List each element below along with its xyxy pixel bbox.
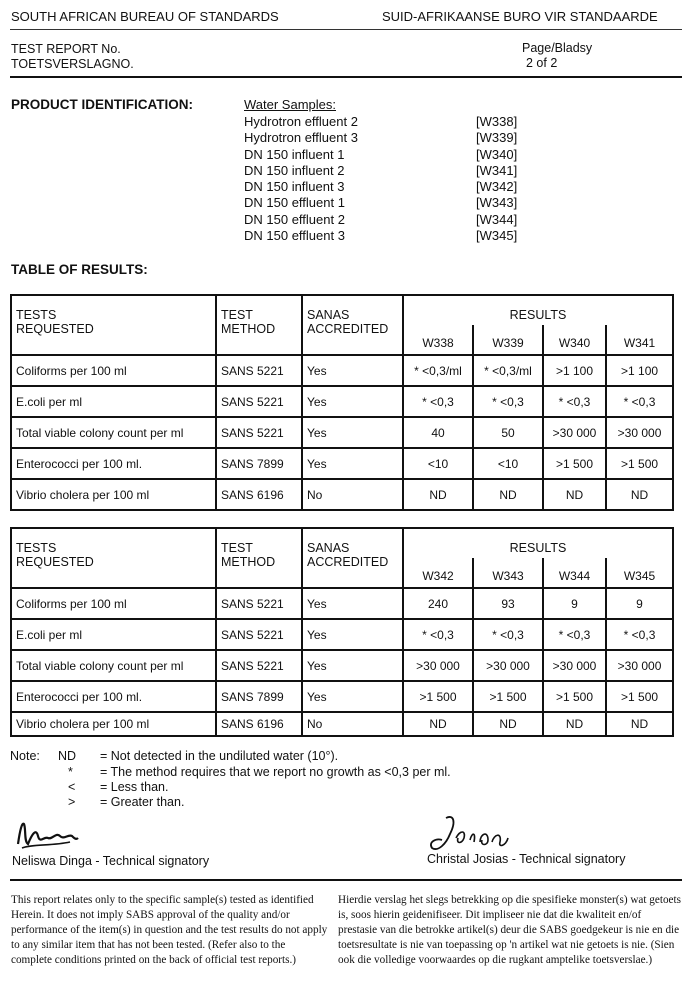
sample-id: [W344] [476,212,518,227]
test-name: Enterococci per 100 ml. [11,681,216,712]
page-value: 2 of 2 [526,56,558,70]
result-value: ND [403,479,473,510]
result-value: >1 500 [473,681,543,712]
accredited-value: No [302,479,403,510]
sample-id: [W343] [476,195,518,210]
result-value: * <0,3 [543,386,606,417]
org-name-af: SUID-AFRIKAANSE BURO VIR STANDAARDE [382,9,658,24]
sample-column-header: W341 [606,325,673,355]
test-name: E.coli per ml [11,386,216,417]
table-row [11,355,673,386]
result-value: >30 000 [473,650,543,681]
sample-row [244,228,544,244]
result-value: ND [403,712,473,736]
result-value: >30 000 [403,650,473,681]
report-number-label-af: TOETSVERSLAGNO. [11,57,134,71]
note-text: = Less than. [100,780,169,794]
table-row [11,448,673,479]
footer-divider [10,879,682,881]
header-divider [10,29,682,30]
note-text: = Greater than. [100,795,185,809]
result-value: ND [473,479,543,510]
header-results: RESULTS [403,295,673,325]
sample-column-header: W339 [473,325,543,355]
result-value: >1 500 [403,681,473,712]
test-name: Coliforms per 100 ml [11,355,216,386]
table-row [11,619,673,650]
note-text: = The method requires that we report no growth as <0,3 per ml. [100,765,451,779]
sample-column-header: W340 [543,325,606,355]
result-value: * <0,3 [606,619,673,650]
result-value: <10 [403,448,473,479]
table-row [11,479,673,510]
results-table-1 [10,294,674,511]
accredited-value: Yes [302,386,403,417]
page-label: Page/Bladsy [522,41,593,55]
note-key: ND [58,749,77,763]
result-value: * <0,3 [473,386,543,417]
result-value: 9 [543,588,606,619]
result-value: 9 [606,588,673,619]
note-key: > [68,795,76,809]
sample-column-header: W344 [543,558,606,588]
result-value: 93 [473,588,543,619]
table-row [11,417,673,448]
note-key: < [68,780,76,794]
result-value: >1 500 [543,448,606,479]
disclaimer-af: Hierdie verslag het slegs betrekking op die spesifieke monster(s) wat getoets is, soos hierin geidenifiseer. Dit impliseer nie dat die kwaliteit en/of prestasie van die betrokke artikel(s) deur die SABS goedgekeur is nie en die toetsresultate is nie van toepassing op 'n artikel wat nie getoets is nie. (Sien ook die volledige voorwaardes op die rugkant amptelike toetsverslae.) [338,894,681,966]
sample-name: DN 150 effluent 3 [244,228,345,243]
sample-row [244,114,544,130]
accredited-value: No [302,712,403,736]
result-value: * <0,3 [473,619,543,650]
test-name: Enterococci per 100 ml. [11,448,216,479]
test-method: SANS 5221 [216,619,302,650]
disclaimer-en: This report relates only to the specific sample(s) tested as identified Herein. It does not imply SABS approval of the quality and/or performance of the item(s) in question and the test results do not apply to any similar item that has not been tested. (Refer also to the complete conditions printed on the back of official test reports.) [11,894,328,966]
sample-name: DN 150 effluent 1 [244,195,345,210]
test-name: Coliforms per 100 ml [11,588,216,619]
sample-row [244,147,544,163]
test-name: E.coli per ml [11,619,216,650]
test-name: Vibrio cholera per 100 ml [11,712,216,736]
note-text: = Not detected in the undiluted water (10°). [100,749,339,763]
note-key: * [68,765,73,779]
result-value: * <0,3/ml [403,355,473,386]
test-name: Total viable colony count per ml [11,650,216,681]
result-value: <10 [473,448,543,479]
result-value: ND [606,479,673,510]
accredited-value: Yes [302,650,403,681]
header-tests-requested: TESTS REQUESTED [11,528,216,588]
sample-id: [W340] [476,147,518,162]
note-item [10,749,610,764]
table-row [11,650,673,681]
sample-id: [W338] [476,114,518,129]
accredited-value: Yes [302,355,403,386]
sample-column-header: W342 [403,558,473,588]
signature-left-image [12,814,82,856]
sample-column-header: W338 [403,325,473,355]
sample-row [244,212,544,228]
result-value: 240 [403,588,473,619]
sample-column-header: W343 [473,558,543,588]
sample-name: DN 150 influent 1 [244,147,345,162]
result-value: * <0,3 [403,386,473,417]
result-value: >30 000 [606,650,673,681]
sample-id: [W339] [476,130,518,145]
test-method: SANS 6196 [216,712,302,736]
sample-name: Hydrotron effluent 3 [244,130,358,145]
result-value: >1 100 [606,355,673,386]
sample-column-header: W345 [606,558,673,588]
test-method: SANS 5221 [216,650,302,681]
signatory-left: Neliswa Dinga - Technical signatory [12,854,210,868]
accredited-value: Yes [302,681,403,712]
product-identification-label: PRODUCT IDENTIFICATION: [11,97,193,112]
accredited-value: Yes [302,588,403,619]
header-test-method: TEST METHOD [216,295,302,355]
results-table-2 [10,527,674,737]
header-results: RESULTS [403,528,673,558]
sample-row [244,179,544,195]
result-value: ND [543,712,606,736]
result-value: >1 500 [606,681,673,712]
note-item [10,795,610,810]
sample-name: Hydrotron effluent 2 [244,114,358,129]
test-name: Total viable colony count per ml [11,417,216,448]
table-row [11,712,673,736]
sample-id: [W345] [476,228,518,243]
note-item [10,780,610,795]
result-value: * <0,3/ml [473,355,543,386]
result-value: * <0,3 [403,619,473,650]
accredited-value: Yes [302,448,403,479]
test-method: SANS 5221 [216,386,302,417]
note-item [10,765,610,780]
report-number-label-en: TEST REPORT No. [11,42,121,56]
header-test-method: TEST METHOD [216,528,302,588]
result-value: 40 [403,417,473,448]
result-value: ND [543,479,606,510]
test-method: SANS 7899 [216,681,302,712]
test-method: SANS 5221 [216,588,302,619]
note-label: Note: [10,749,40,763]
test-name: Vibrio cholera per 100 ml [11,479,216,510]
result-value: ND [473,712,543,736]
result-value: >30 000 [606,417,673,448]
header-sanas-accredited: SANAS ACCREDITED [302,528,403,588]
sample-row [244,163,544,179]
accredited-value: Yes [302,619,403,650]
result-value: ND [606,712,673,736]
sample-name: DN 150 effluent 2 [244,212,345,227]
table-row [11,681,673,712]
test-method: SANS 5221 [216,417,302,448]
sample-row [244,130,544,146]
sample-id: [W342] [476,179,518,194]
table-row [11,386,673,417]
header-tests-requested: TESTS REQUESTED [11,295,216,355]
sample-name: DN 150 influent 2 [244,163,345,178]
result-value: 50 [473,417,543,448]
samples-title: Water Samples: [244,97,336,112]
signatory-right: Christal Josias - Technical signatory [427,852,626,866]
result-value: >30 000 [543,417,606,448]
table-of-results-title: TABLE OF RESULTS: [11,262,148,277]
result-value: >30 000 [543,650,606,681]
test-method: SANS 5221 [216,355,302,386]
table-row [11,588,673,619]
sample-name: DN 150 influent 3 [244,179,345,194]
accredited-value: Yes [302,417,403,448]
test-method: SANS 6196 [216,479,302,510]
result-value: >1 100 [543,355,606,386]
result-value: * <0,3 [606,386,673,417]
section-divider [10,76,682,78]
result-value: >1 500 [606,448,673,479]
sample-row [244,195,544,211]
result-value: >1 500 [543,681,606,712]
sample-id: [W341] [476,163,518,178]
org-name-en: SOUTH AFRICAN BUREAU OF STANDARDS [11,9,279,24]
test-method: SANS 7899 [216,448,302,479]
header-sanas-accredited: SANAS ACCREDITED [302,295,403,355]
result-value: * <0,3 [543,619,606,650]
